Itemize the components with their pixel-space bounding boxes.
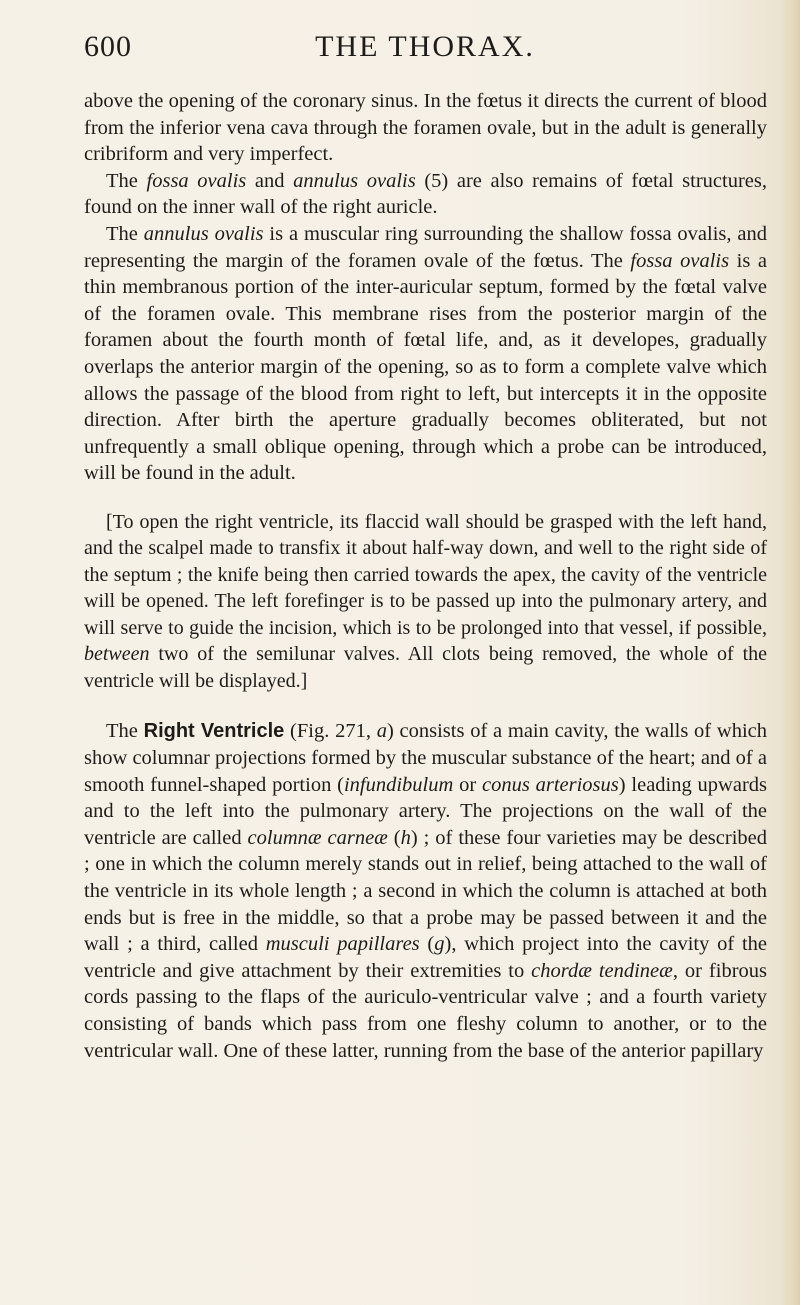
italic-term: fossa ovalis	[630, 249, 730, 272]
text-run: The	[106, 720, 144, 743]
text-run: or	[453, 773, 482, 796]
text-run: (	[387, 826, 401, 849]
text-run: ) leading upwards and to the left into the pulmonary artery. The projections on the wall of the ventricle are called	[84, 773, 767, 849]
page-header	[84, 30, 766, 70]
italic-term: between	[84, 643, 150, 666]
text-run: , or fibrous cords passing to the flaps of the auriculo-ventricular valve ; and a fourth variety consisting of bands which pass from one fleshy column to another, or to the ventricular wall. One of these latter, running from the base of the anterior papillary	[84, 959, 767, 1062]
right-ventricle-paragraph	[84, 718, 767, 1064]
paragraph	[84, 88, 767, 168]
text-run: [To open the right ventricle, its flaccid wall should be grasped with the left hand, and the scalpel made to transfix it about half-way down, and well to the right side of the septum ; the knife being then carried towards the apex, the cavity of the ventricle will be opened. The left forefinger is to be passed up into the pulmonary artery, and will serve to guide the incision, which is to be prolonged into that vessel, if possible,	[84, 510, 767, 639]
italic-term: fossa ovalis	[146, 169, 247, 192]
italic-term: conus arteriosus	[481, 773, 619, 796]
italic-term: musculi papillares	[265, 933, 420, 956]
text-run: ) consists of a main cavity, the walls of which show columnar projections formed by the muscular substance of the heart; and of a smooth funnel-shaped portion (	[84, 720, 767, 796]
italic-term: chordæ tendineæ	[531, 959, 673, 982]
italic-term: columnæ carneæ	[247, 826, 388, 849]
paragraph	[84, 168, 767, 221]
italic-term: infundibulum	[343, 773, 454, 796]
italic-term: a	[376, 720, 387, 743]
text-run: is a thin membranous portion of the inter-auricular septum, formed by the fœtal valve of the foramen ovale. This membrane rises from the posterior margin of the foramen about the fourth month of fœtal life, and, as it developes, gradually overlaps the anterior margin of the opening, so as to form a complete valve which allows the passage of the blood from right to left, but intercepts it in the opposite direction. After birth the aperture gradually becomes obliterated, but not unfrequently a small oblique opening, through which a probe can be introduced, will be found in the adult.	[84, 249, 767, 485]
text-run: The	[106, 169, 147, 192]
text-run: ) ; of these four varieties may be described ; one in which the column merely stands out in relief, being attached to the wall of the ventricle in its whole length ; a second in which the column is attached at both ends but is free in the middle, so that a probe may be passed between it and the wall ; a third, called	[84, 826, 767, 956]
running-head: THE THORAX.	[315, 30, 535, 63]
italic-term: h	[400, 826, 411, 849]
page-number: 600	[84, 30, 132, 63]
text-run: (5) are also remains of fœtal structures, found on the inner wall of the right auricle.	[84, 169, 767, 219]
dissection-note-paragraph	[84, 509, 767, 695]
text-run: two of the semilunar valves. All clots being removed, the whole of the ventricle will be displayed.]	[84, 643, 767, 692]
text-run: The	[106, 222, 144, 245]
text-run: (	[419, 933, 435, 956]
section-heading-term: Right Ventricle	[143, 720, 285, 743]
italic-term: g	[434, 933, 445, 956]
italic-term: annulus ovalis	[293, 169, 416, 192]
text-run: and	[246, 169, 294, 192]
body-text	[84, 88, 767, 1064]
italic-term: annulus ovalis	[143, 222, 264, 245]
text-run: above the opening of the coronary sinus. In the fœtus it directs the current of blood from the inferior vena cava through the foramen ovale, but in the adult is generally cribriform and very imperfect.	[84, 90, 767, 166]
page-edge-shadow	[780, 0, 800, 1305]
text-run: (Fig. 271,	[284, 720, 377, 743]
text-run: is a muscular ring surrounding the shallow fossa ovalis, and representing the margin of the foramen ovale of the fœtus. The	[84, 222, 768, 272]
text-run: ), which project into the cavity of the ventricle and give attachment by their extremities to	[84, 933, 767, 982]
paragraph	[84, 221, 767, 487]
